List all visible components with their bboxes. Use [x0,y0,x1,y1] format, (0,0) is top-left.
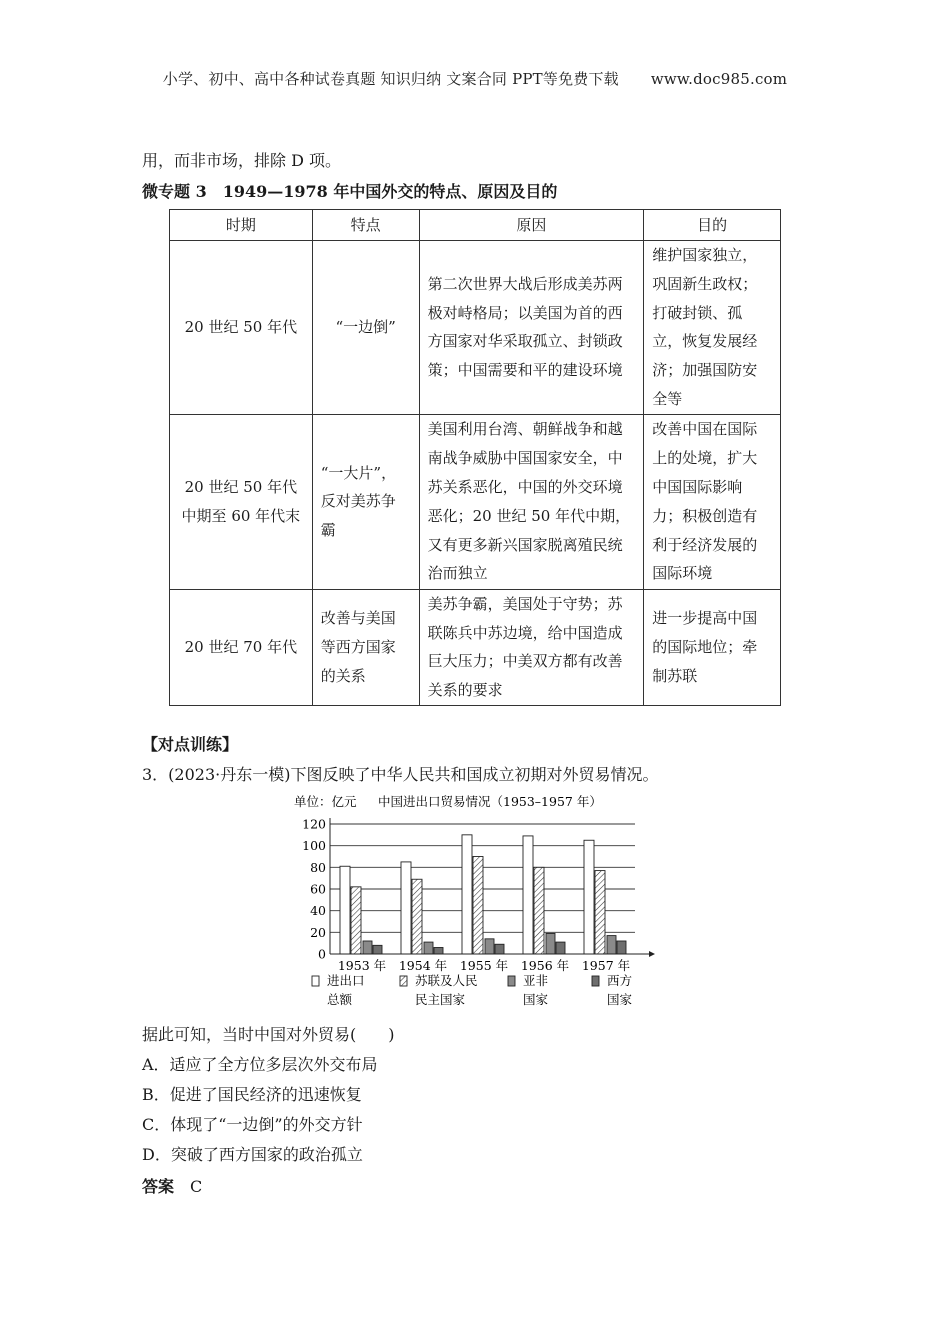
x-tick-label: 1956 年 [520,958,570,973]
bar-hatch [595,871,605,954]
bar-gray [607,936,616,954]
bar-darkgray [373,945,382,954]
option-b[interactable]: B．促进了国民经济的迅速恢复 [142,1085,362,1104]
bar-hatch [412,879,422,954]
table-header-row [170,210,781,241]
bar-gray [424,942,433,954]
answer-label: 答案 [142,1177,175,1196]
cell-purpose: 改善中国在国际上的处境，扩大中国国际影响力；积极创造有利于经济发展的国际环境 [644,414,781,589]
y-tick-label: 100 [302,838,326,854]
bar-hatch [534,867,544,954]
header-reason: 原因 [419,210,644,241]
option-c[interactable]: C．体现了“一边倒”的外交方针 [142,1115,363,1134]
legend-swatch-hatch [400,976,407,986]
option-a[interactable]: A．适应了全方位多层次外交布局 [142,1055,378,1074]
chart-unit-label: 单位：亿元 [294,794,357,809]
header-url[interactable]: www.doc985.com [650,70,788,88]
legend-label: 进出口 [327,973,365,988]
bar-hatch [351,887,361,954]
legend-label: 苏联及人民 [415,973,478,988]
legend-label: 国家 [607,992,633,1007]
section-title: 微专题 3 1949—1978 年中国外交的特点、原因及目的 [142,182,558,201]
bar-gray [363,941,372,954]
option-d[interactable]: D．突破了西方国家的政治孤立 [142,1145,363,1164]
answer-value: C [190,1177,203,1196]
cell-reason: 美苏争霸，美国处于守势；苏联陈兵中苏边境，给中国造成巨大压力；中美双方都有改善关系的要求 [419,589,644,705]
x-tick-label: 1953 年 [337,958,387,973]
bar-darkgray [495,944,504,954]
bar-darkgray [556,942,565,954]
table-row [170,589,781,705]
bar-darkgray [434,948,443,955]
cell-feature: “一边倒” [312,241,419,415]
legend-label: 国家 [523,992,549,1007]
bar-blank [462,835,472,954]
legend-swatch-gray [508,976,515,986]
legend-label: 西方 [607,973,633,988]
chart-title: 中国进出口贸易情况（1953–1957 年） [378,794,602,809]
legend-swatch-darkgray [592,976,599,986]
y-tick-label: 120 [302,816,326,832]
cell-feature: 改善与美国等西方国家的关系 [312,589,419,705]
intro-line: 用，而非市场，排除 D 项。 [142,151,342,170]
cell-purpose: 进一步提高中国的国际地位；牵制苏联 [644,589,781,705]
practice-title: 【对点训练】 [142,735,239,754]
x-tick-label: 1957 年 [581,958,631,973]
table-row [170,414,781,589]
bar-blank [340,866,350,954]
question-stem: 3．(2023·丹东一模)下图反映了中华人民共和国成立初期对外贸易情况。 [142,765,659,784]
answer-line [142,1176,202,1198]
bar-darkgray [617,941,626,954]
bar-blank [401,862,411,954]
cell-feature: “一大片”，反对美苏争霸 [312,414,419,589]
bar-gray [485,939,494,954]
y-tick-label: 40 [310,903,326,919]
header-purpose: 目的 [644,210,781,241]
bar-gray [546,933,555,954]
page-header [0,68,950,89]
bar-blank [584,840,594,954]
table-row [170,241,781,415]
legend-swatch-blank [312,976,319,986]
y-tick-label: 60 [310,881,326,897]
legend-label: 民主国家 [415,992,466,1007]
y-tick-label: 80 [310,859,326,875]
cell-reason: 第二次世界大战后形成美苏两极对峙格局；以美国为首的西方国家对华采取孤立、封锁政策；中国需要和平的建设环境 [419,241,644,415]
cell-reason: 美国利用台湾、朝鲜战争和越南战争威胁中国国家安全，中苏关系恶化，中国的外交环境恶化；20 世纪 50 年代中期，又有更多新兴国家脱离殖民统治而独立 [419,414,644,589]
legend-label: 总额 [327,992,353,1007]
header-feature: 特点 [312,210,419,241]
legend-label: 亚非 [523,973,549,988]
question-prompt: 据此可知，当时中国对外贸易( ) [142,1025,395,1044]
header-text: 小学、初中、高中各种试卷真题 知识归纳 文案合同 PPT等免费下载 [162,70,619,88]
x-tick-label: 1954 年 [398,958,448,973]
cell-period: 20 世纪 50 年代中期至 60 年代末 [170,414,313,589]
y-tick-label: 0 [318,946,326,962]
cell-period: 20 世纪 50 年代 [170,241,313,415]
trade-chart-svg [280,790,680,1015]
cell-purpose: 维护国家独立，巩固新生政权；打破封锁、孤立，恢复发展经济；加强国防安全等 [644,241,781,415]
header-period: 时期 [170,210,313,241]
x-axis-arrow [649,951,655,957]
bar-hatch [473,857,483,955]
x-tick-label: 1955 年 [459,958,509,973]
y-tick-label: 20 [310,924,326,940]
diplomacy-table [169,209,781,706]
bar-blank [523,836,533,954]
cell-period: 20 世纪 70 年代 [170,589,313,705]
trade-chart [280,790,680,1015]
